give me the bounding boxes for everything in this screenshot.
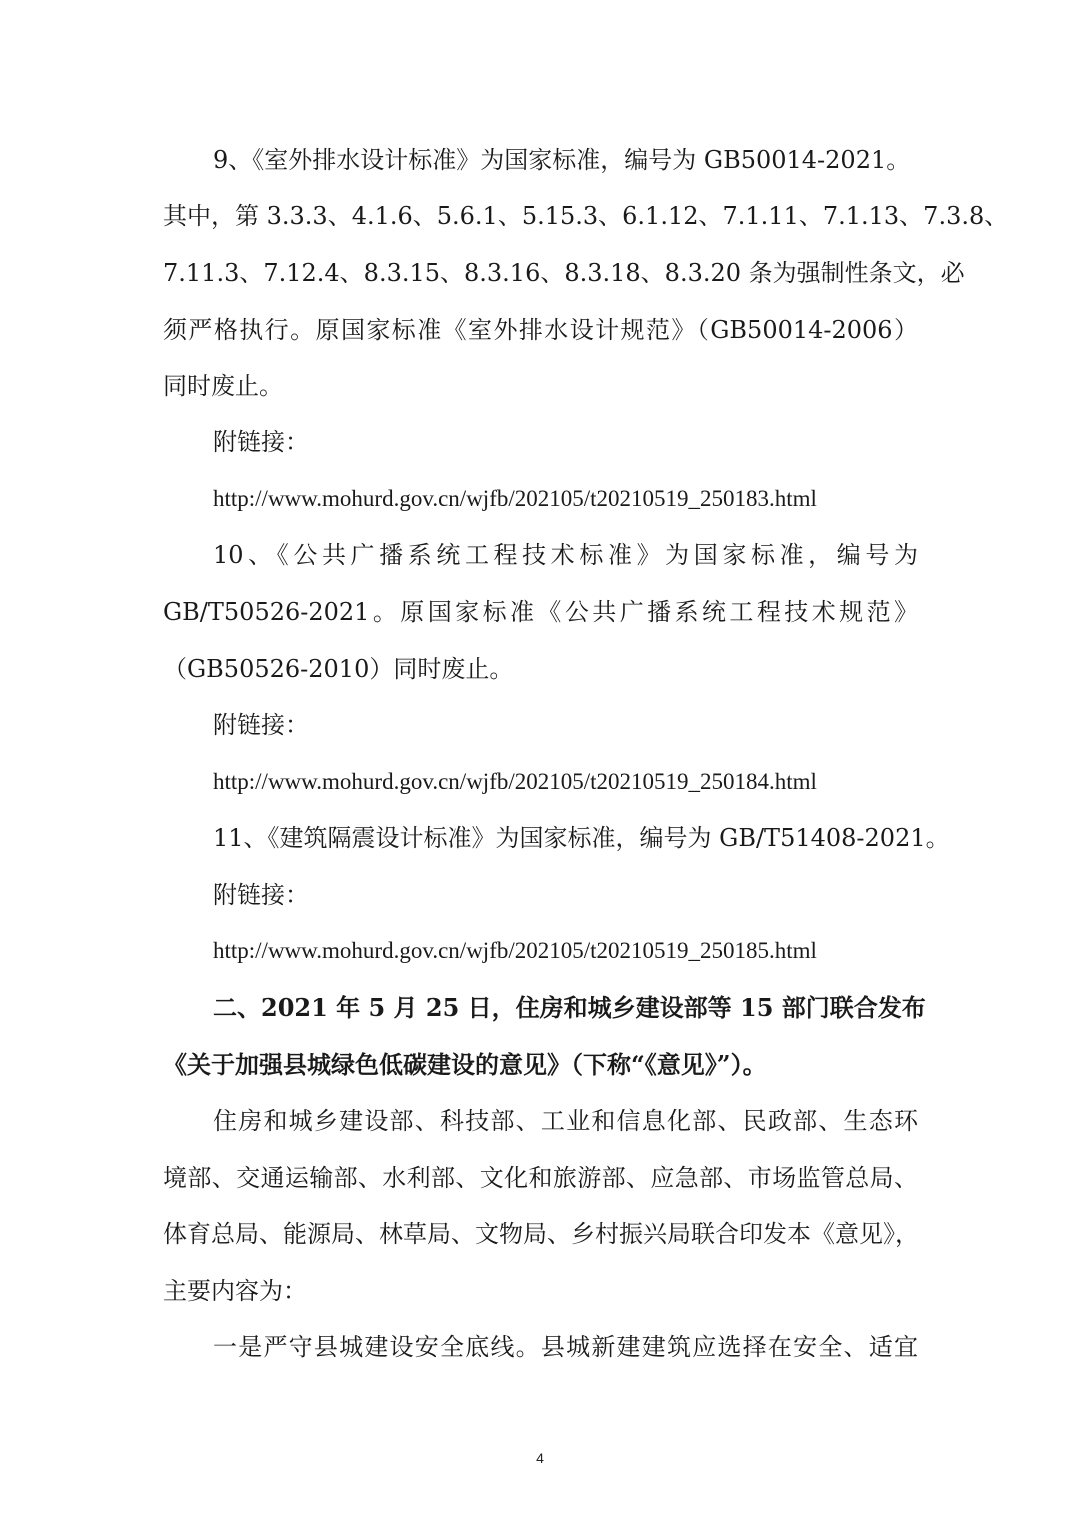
attachment-label-2: 附链接： [213,711,309,739]
section-2-paragraph-line-1: 住房和城乡建设部、科技部、工业和信息化部、民政部、生态环 [213,1107,918,1135]
paragraph-9-line-2: 其中，第 3.3.3、4.1.6、5.6.1、5.15.3、6.1.12、7.1.11、7.1.13、7.3.8、 [163,202,1009,230]
section-2-heading-line-1: 二、2021 年 5 月 25 日，住房和城乡建设部等 15 部门联合发布 [213,993,926,1022]
paragraph-10-line-3: （GB50526-2010）同时废止。 [163,655,514,683]
attachment-link-3[interactable]: http://www.mohurd.gov.cn/wjfb/202105/t20210519_250185.html [213,938,817,963]
paragraph-9-line-4: 须严格执行。原国家标准《室外排水设计规范》（GB50014-2006） [163,316,918,344]
paragraph-9-line-3: 7.11.3、7.12.4、8.3.15、8.3.16、8.3.18、8.3.20 条为强制性条文，必 [163,259,965,287]
paragraph-9-line-5: 同时废止。 [163,372,283,400]
attachment-label-1: 附链接： [213,428,309,456]
page-number: 4 [536,1450,544,1466]
paragraph-10-line-1: 10、《公共广播系统工程技术标准》为国家标准，编号为 [213,541,918,569]
section-2-paragraph-line-2: 境部、交通运输部、水利部、文化和旅游部、应急部、市场监管总局、 [163,1164,918,1192]
section-2-paragraph-line-3: 体育总局、能源局、林草局、文物局、乡村振兴局联合印发本《意见》， [163,1220,919,1248]
section-2-paragraph-line-4: 主要内容为： [163,1277,307,1305]
attachment-link-2[interactable]: http://www.mohurd.gov.cn/wjfb/202105/t20210519_250184.html [213,769,817,794]
paragraph-9-line-1: 9、《室外排水设计标准》为国家标准，编号为 GB50014-2021。 [213,146,911,174]
point-1-line-1: 一是严守县城建设安全底线。县城新建建筑应选择在安全、适宜 [213,1333,918,1361]
attachment-label-3: 附链接： [213,881,309,909]
paragraph-10-line-2: GB/T50526-2021。原国家标准《公共广播系统工程技术规范》 [163,598,918,626]
paragraph-11-line-1: 11、《建筑隔震设计标准》为国家标准，编号为 GB/T51408-2021。 [213,824,950,852]
section-2-heading-line-2: 《关于加强县城绿色低碳建设的意见》（下称“《意见》”）。 [163,1050,767,1079]
attachment-link-1[interactable]: http://www.mohurd.gov.cn/wjfb/202105/t20210519_250183.html [213,486,817,511]
